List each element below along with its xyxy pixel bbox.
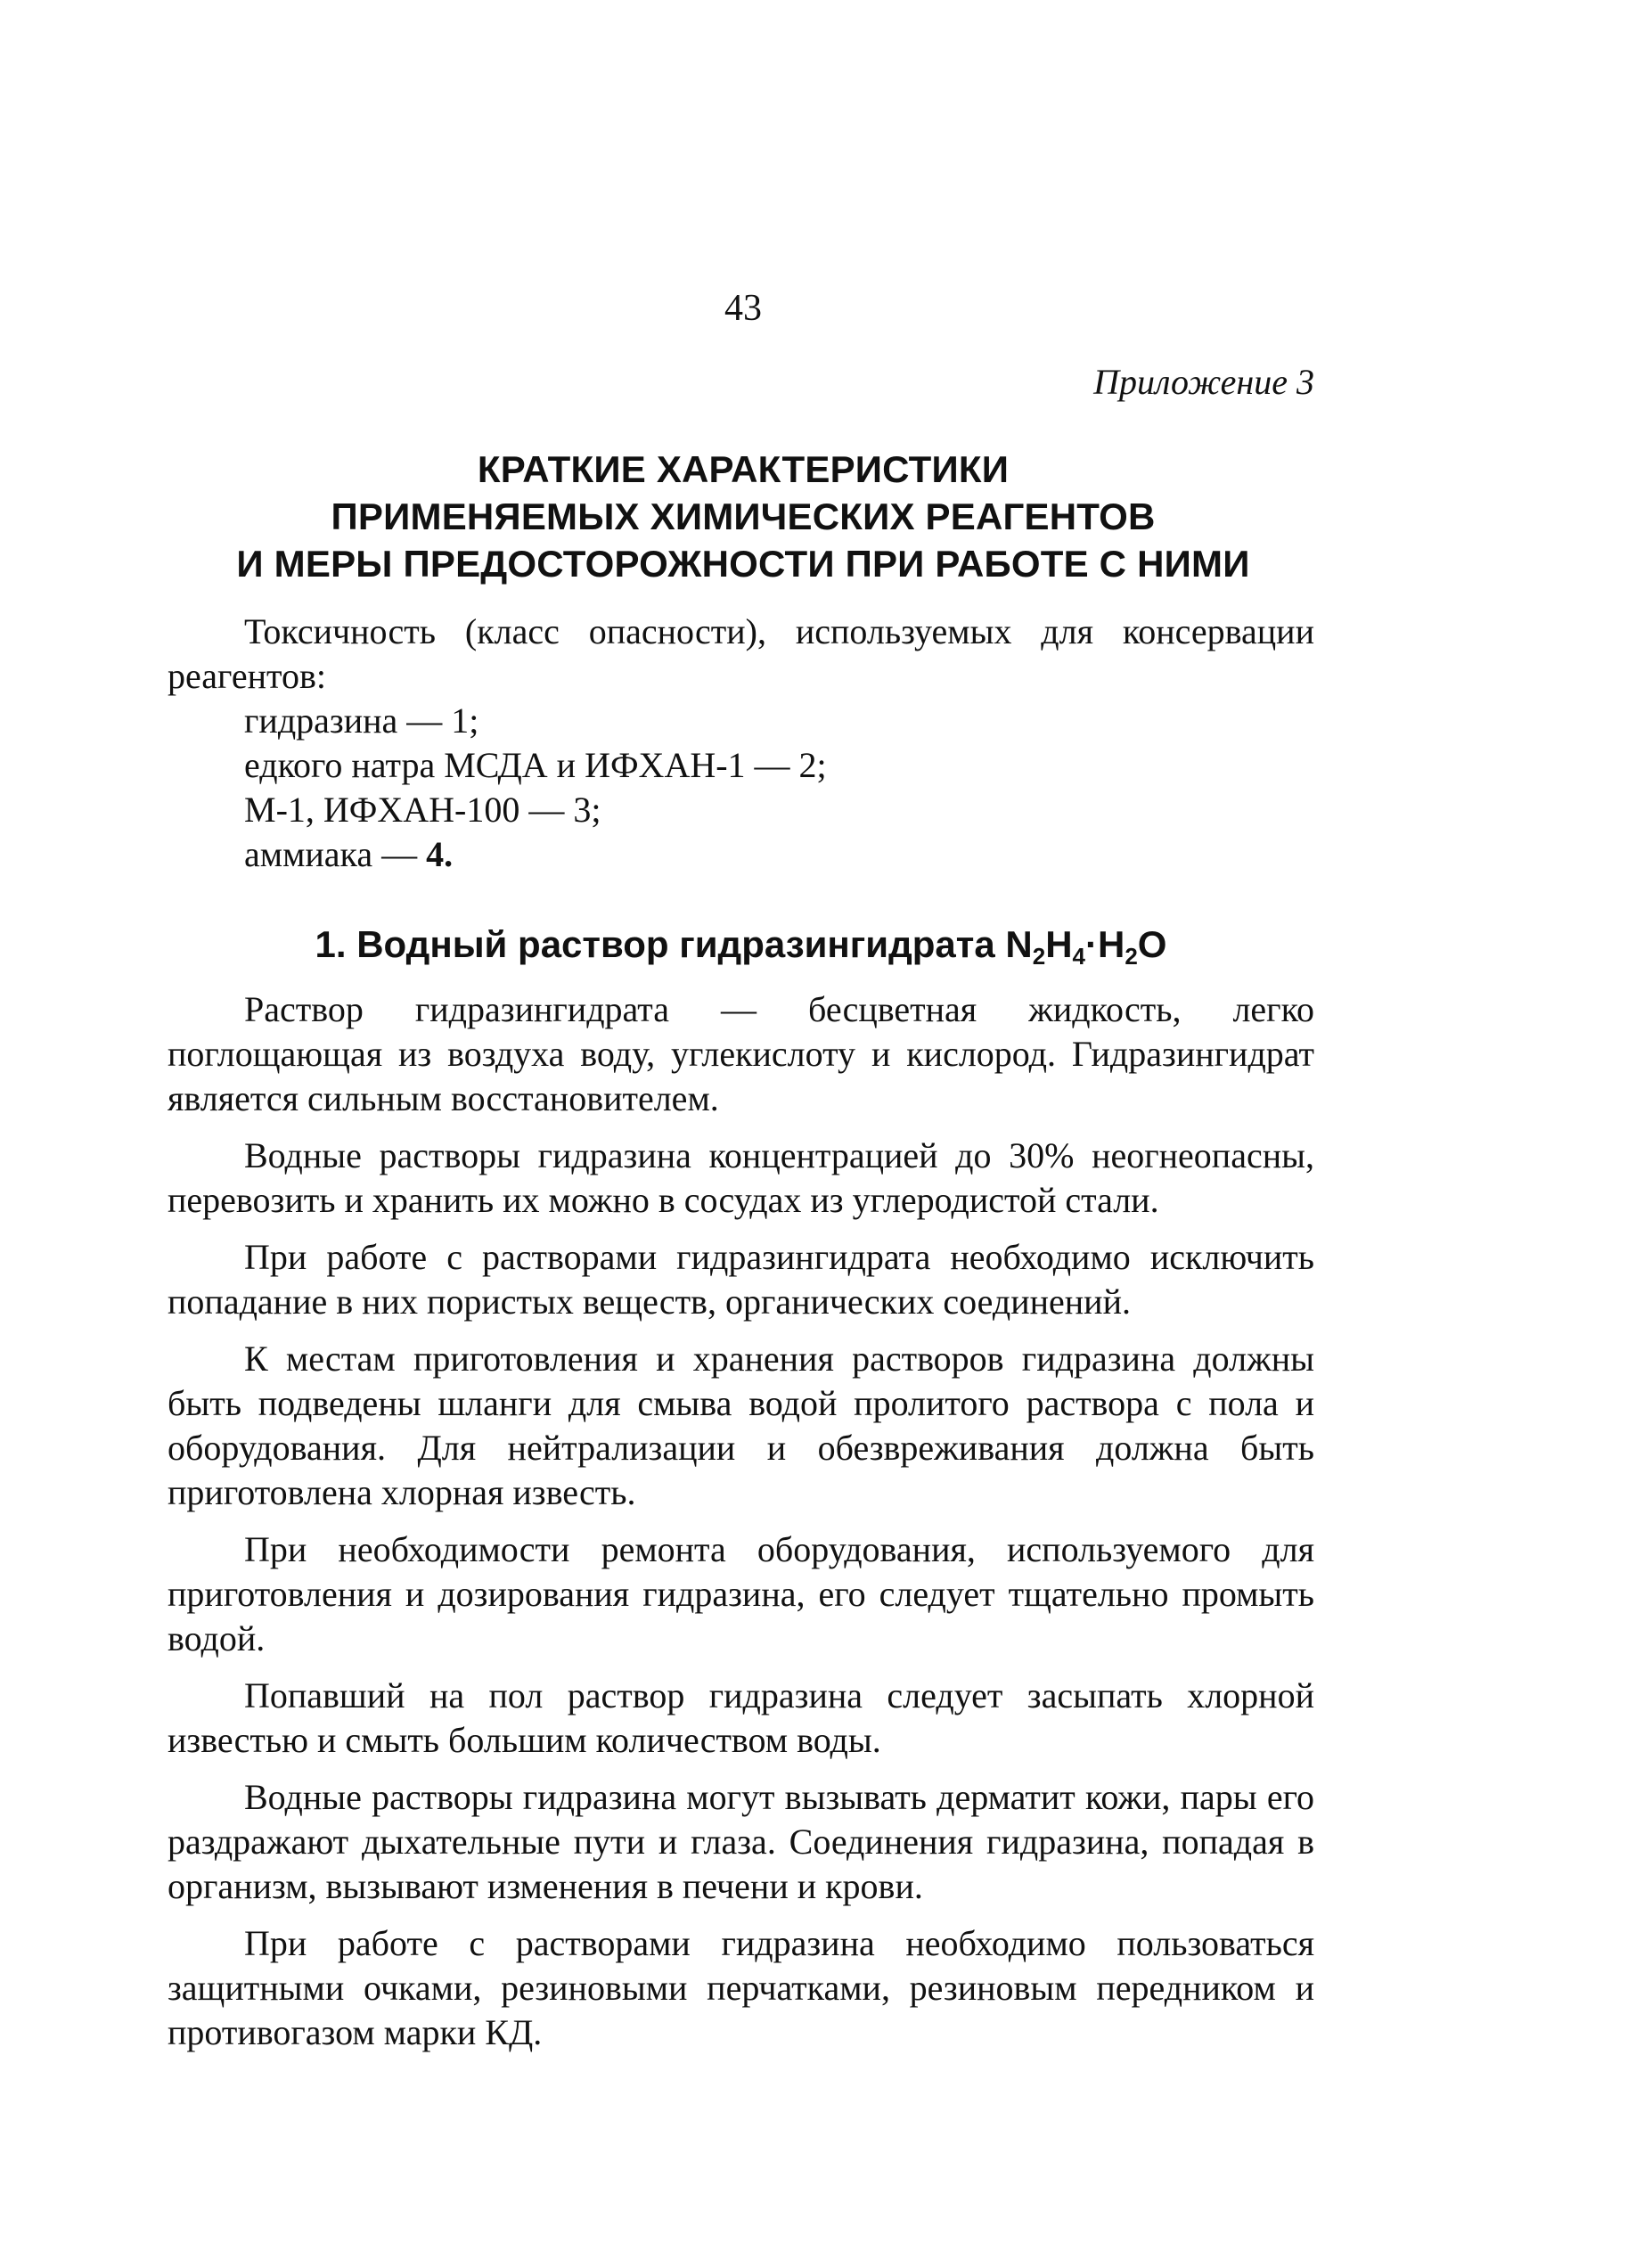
formula-part: ·H	[1085, 923, 1125, 965]
toxicity-item-class: 2;	[789, 745, 827, 785]
toxicity-item-name: аммиака —	[244, 834, 418, 874]
section-1-heading	[168, 921, 1314, 968]
formula-part: O	[1137, 923, 1167, 965]
formula-subscript: 2	[1032, 943, 1046, 970]
page-number: 43	[724, 288, 762, 329]
toxicity-item-class: 3;	[564, 790, 601, 830]
document-body	[168, 610, 1314, 2067]
appendix-label: Приложение 3	[1093, 362, 1314, 402]
paragraph: При работе с растворами гидразина необходимо пользоваться защитными очками, резиновыми перчатками, резиновым передником и противогазом марки КД.	[168, 1923, 1314, 2052]
toxicity-item-m1	[168, 788, 1314, 832]
toxicity-item-class: 1;	[442, 700, 479, 741]
document-title	[0, 446, 1486, 587]
toxicity-list	[168, 699, 1314, 877]
toxicity-item-name: едкого натра МСДА и ИФХАН-1 —	[244, 745, 790, 785]
title-line-1: КРАТКИЕ ХАРАКТЕРИСТИКИ	[477, 448, 1010, 490]
toxicity-item-hydrazine	[168, 699, 1314, 743]
toxicity-item-name: М-1, ИФХАН-100 —	[244, 790, 565, 830]
title-line-2: ПРИМЕНЯЕМЫХ ХИМИЧЕСКИХ РЕАГЕНТОВ	[331, 495, 1156, 537]
paragraph: К местам приготовления и хранения растворов гидразина должны быть подведены шланги для смыва водой пролитого раствора с пола и оборудования. Для нейтрализации и обезвреживания должна быть приготовлена хлорная известь.	[168, 1339, 1314, 1512]
formula-subscript: 4	[1072, 943, 1085, 970]
paragraph: Попавший на пол раствор гидразина следует засыпать хлорной известью и смыть большим количеством воды.	[168, 1675, 1314, 1760]
formula-subscript: 2	[1125, 943, 1138, 970]
toxicity-item-name: гидразина —	[244, 700, 443, 741]
paragraph: Водные растворы гидразина могут вызывать дерматит кожи, пары его раздражают дыхательные пути и глаза. Соединения гидразина, попадая в организм, вызывают изменения в печени и крови.	[168, 1777, 1314, 1906]
title-line-3: И МЕРЫ ПРЕДОСТОРОЖНОСТИ ПРИ РАБОТЕ С НИМИ	[236, 543, 1250, 585]
toxicity-item-caustic-soda	[168, 743, 1314, 788]
paragraph: Раствор гидразингидрата — бесцветная жидкость, легко поглощающая из воздуха воду, углекислоту и кислород. Гидразингидрат является сильным восстановителем.	[168, 989, 1314, 1118]
intro-paragraph: Токсичность (класс опасности), используемых для консервации реагентов:	[168, 611, 1314, 696]
toxicity-item-ammonia	[168, 832, 1314, 877]
toxicity-item-class: 4.	[417, 834, 454, 874]
paragraph: При необходимости ремонта оборудования, используемого для приготовления и дозирования гидразина, его следует тщательно промыть водой.	[168, 1529, 1314, 1658]
paragraph: Водные растворы гидразина концентрацией до 30% неогнеопасны, перевозить и хранить их можно в сосудах из углеродистой стали.	[168, 1135, 1314, 1220]
paragraph: При работе с растворами гидразингидрата необходимо исключить попадание в них пористых веществ, органических соединений.	[168, 1237, 1314, 1322]
formula-part: H	[1045, 923, 1073, 965]
section-heading-text: 1. Водный раствор гидразингидрата N	[315, 923, 1033, 965]
